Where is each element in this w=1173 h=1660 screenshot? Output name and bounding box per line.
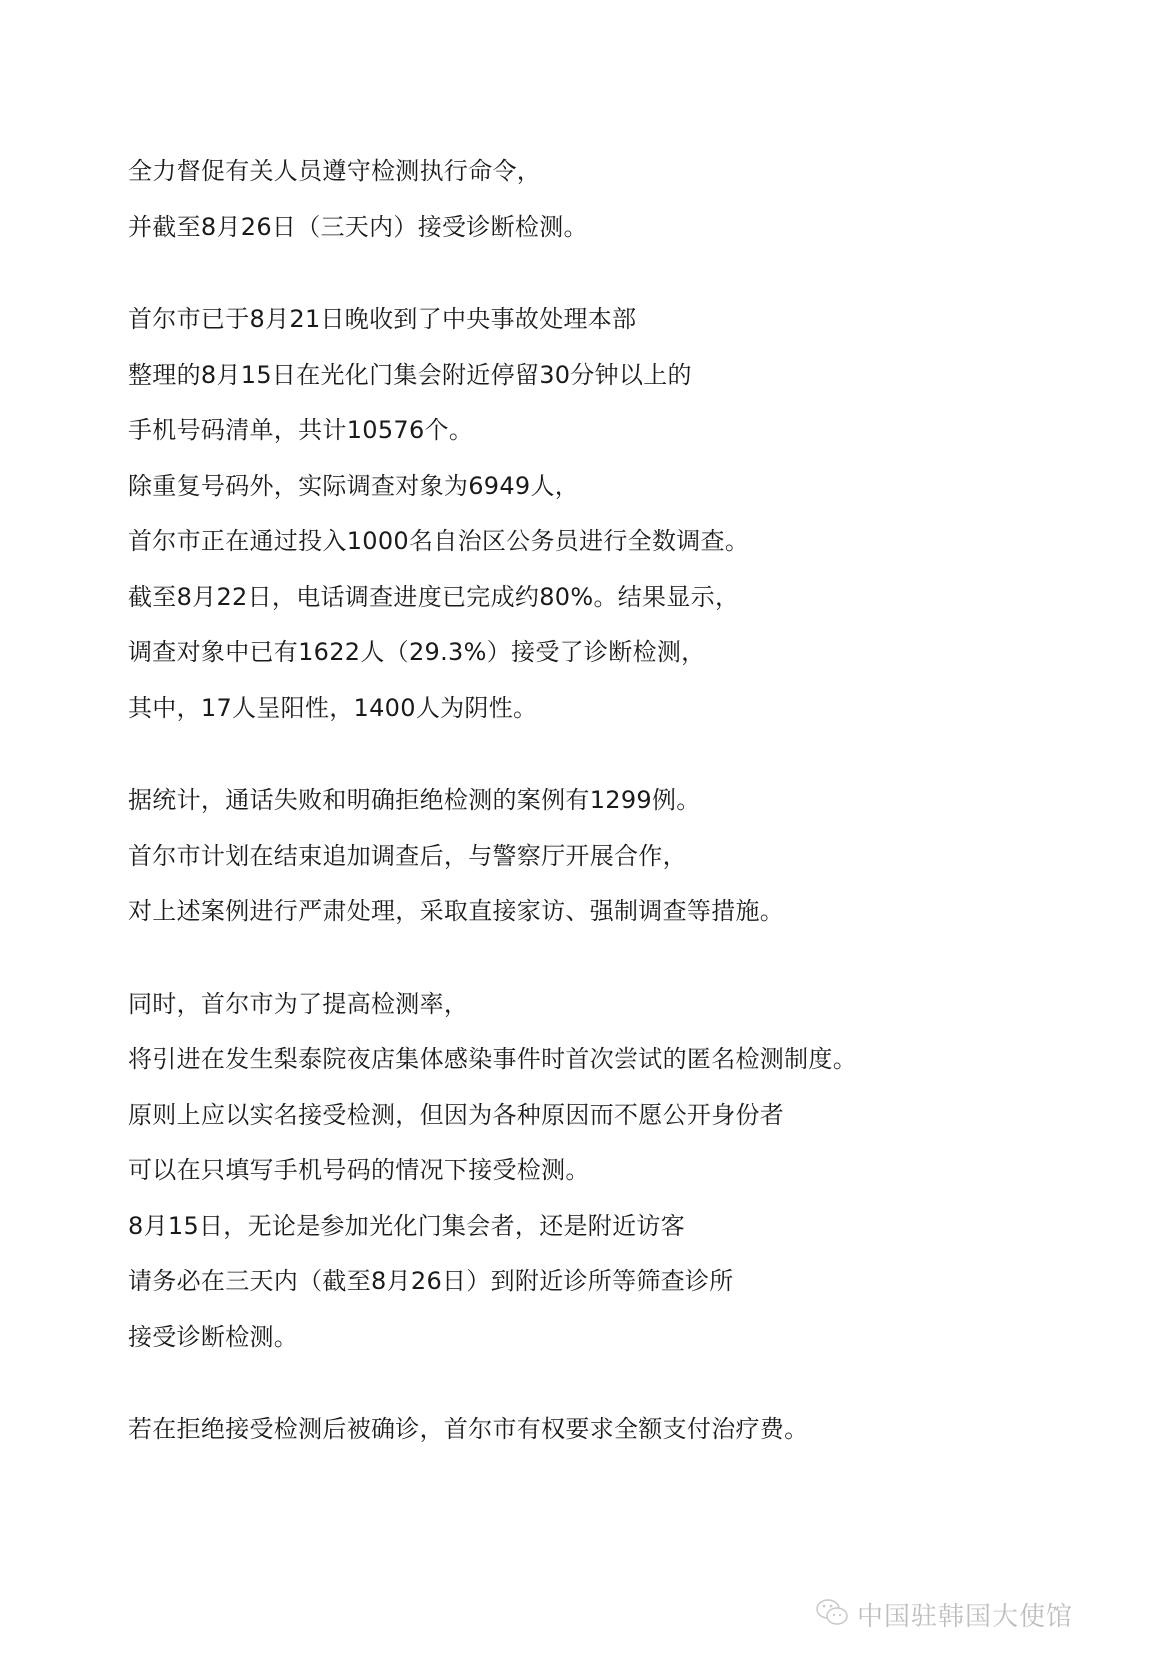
text-line: 并截至8月26日（三天内）接受诊断检测。 bbox=[128, 212, 588, 241]
text-line: 8月15日，无论是参加光化门集会者，还是附近访客 bbox=[128, 1211, 686, 1240]
text-line: 据统计，通话失败和明确拒绝检测的案例有1299例。 bbox=[128, 786, 701, 814]
text-line: 其中，17人呈阳性，1400人为阴性。 bbox=[128, 693, 538, 722]
text-line: 手机号码清单，共计10576个。 bbox=[128, 416, 474, 444]
text-line: 首尔市计划在结束追加调查后，与警察厅开展合作， bbox=[128, 841, 687, 870]
text-line: 请务必在三天内（截至8月26日）到附近诊所等筛查诊所 bbox=[128, 1267, 734, 1295]
text-line: 调查对象中已有1622人（29.3%）接受了诊断检测， bbox=[128, 638, 706, 666]
wechat-icon bbox=[815, 1598, 849, 1632]
text-line: 首尔市已于8月21日晚收到了中央事故处理本部 bbox=[128, 305, 637, 333]
text-line: 接受诊断检测。 bbox=[128, 1322, 299, 1351]
paragraph bbox=[128, 773, 1128, 940]
document-body bbox=[128, 144, 1128, 1495]
watermark-text: 中国驻韩国大使馆 bbox=[856, 1602, 1073, 1632]
paragraph bbox=[128, 292, 1128, 736]
watermark bbox=[815, 1596, 1073, 1633]
text-line: 整理的8月15日在光化门集会附近停留30分钟以上的 bbox=[128, 360, 692, 389]
text-line: 可以在只填写手机号码的情况下接受检测。 bbox=[128, 1156, 590, 1184]
paragraph bbox=[128, 1402, 1128, 1458]
text-line: 将引进在发生梨泰院夜店集体感染事件时首次尝试的匿名检测制度。 bbox=[128, 1045, 857, 1073]
text-line: 同时，首尔市为了提高检测率， bbox=[128, 989, 469, 1018]
text-line: 截至8月22日，电话调查进度已完成约80%。结果显示， bbox=[128, 582, 740, 611]
text-line: 原则上应以实名接受检测，但因为各种原因而不愿公开身份者 bbox=[128, 1100, 785, 1129]
text-line: 首尔市正在通过投入1000名自治区公务员进行全数调查。 bbox=[128, 527, 750, 555]
paragraph bbox=[128, 144, 1128, 255]
text-line: 除重复号码外，实际调查对象为6949人， bbox=[128, 471, 580, 500]
text-line: 全力督促有关人员遵守检测执行命令， bbox=[128, 157, 542, 185]
text-line: 若在拒绝接受检测后被确诊，首尔市有权要求全额支付治疗费。 bbox=[128, 1415, 809, 1443]
text-line: 对上述案例进行严肃处理，采取直接家访、强制调查等措施。 bbox=[128, 897, 785, 925]
paragraph bbox=[128, 977, 1128, 1366]
